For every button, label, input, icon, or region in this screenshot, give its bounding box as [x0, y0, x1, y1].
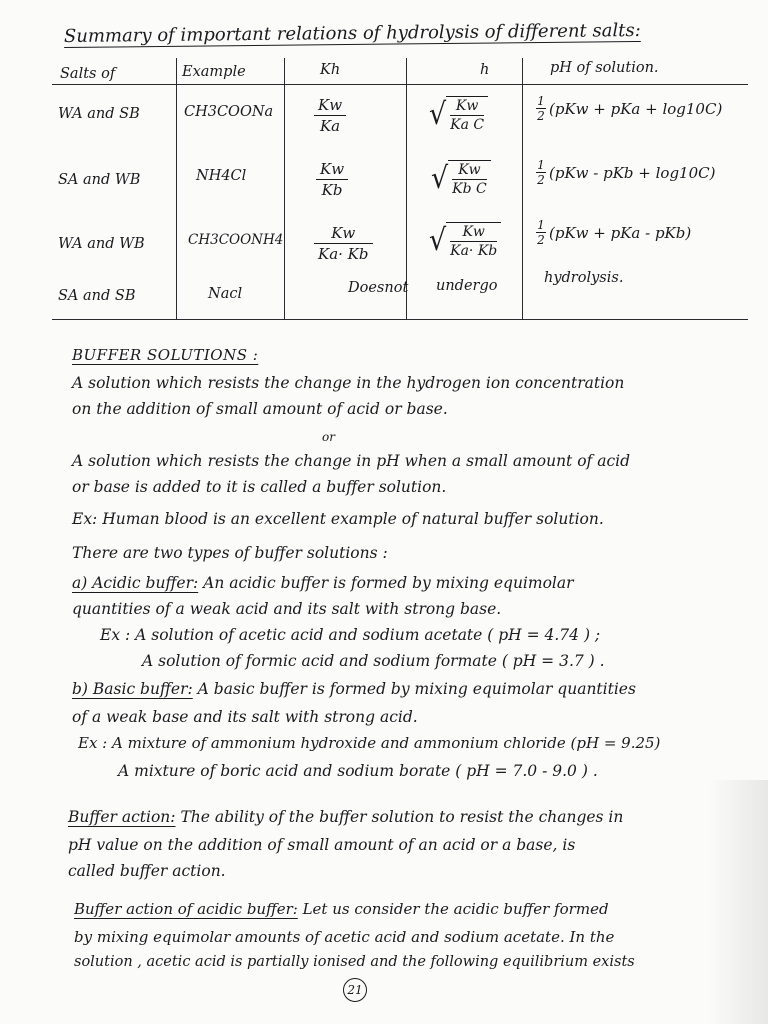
or-label: or: [322, 430, 335, 444]
row2-kh-den: Kb: [321, 181, 343, 199]
row2-ph: [536, 158, 715, 187]
half-fraction: [536, 218, 546, 247]
half-num: 1: [537, 158, 545, 172]
sqrt-icon: √: [430, 160, 449, 196]
fraction-bar: [452, 179, 487, 180]
row4-ph: hydrolysis.: [544, 270, 624, 286]
row1-salt: WA and SB: [58, 106, 140, 122]
row3-example: CH3COONH4: [188, 232, 284, 248]
acidic-action-line: [74, 900, 609, 918]
row2-salt: SA and WB: [58, 172, 141, 188]
row3-h-num: Kw: [462, 224, 485, 240]
buffer-solutions-heading: BUFFER SOLUTIONS :: [72, 346, 259, 364]
row1-h-num: Kw: [455, 98, 479, 114]
buffer-action-text: The ability of the buffer solution to resist the changes in: [175, 808, 624, 826]
table-header-rule: [52, 84, 748, 85]
table-bottom-rule: [52, 319, 748, 320]
header-h: h: [480, 62, 490, 78]
row3-salt: WA and WB: [58, 236, 145, 252]
half-fraction: [536, 158, 546, 187]
page-number: 21: [343, 978, 367, 1002]
example-blood: Ex: Human blood is an excellent example of natural buffer solution.: [72, 510, 604, 528]
acidic-action-text: Let us consider the acidic buffer formed: [297, 900, 609, 918]
row3-kh-num: Kw: [331, 224, 356, 242]
row2-example: NH4Cl: [196, 168, 247, 184]
row1-h-den: Ka C: [450, 117, 485, 133]
header-example: Example: [182, 64, 246, 80]
row3-h-root: [428, 222, 501, 259]
half-den: 2: [537, 233, 545, 247]
buffer-action-line: [68, 808, 623, 826]
basic-buffer-label: b) Basic buffer:: [72, 680, 193, 698]
definition-line-1: A solution which resists the change in the hydrogen ion concentration: [72, 374, 625, 392]
row4-h: undergo: [436, 278, 498, 294]
acidic-example-2: A solution of formic acid and sodium formate ( pH = 3.7 ) .: [142, 652, 605, 670]
acidic-action-line-3: solution , acetic acid is partially ionised and the following equilibrium exists: [74, 954, 635, 970]
row1-kh-fraction: [314, 96, 346, 135]
acidic-action-label: Buffer action of acidic buffer:: [74, 900, 298, 918]
half-num: 1: [537, 94, 545, 108]
half-den: 2: [537, 173, 545, 187]
acidic-action-line-2: by mixing equimolar amounts of acetic acid and sodium acetate. In the: [74, 928, 615, 946]
fraction-bar: [450, 241, 497, 242]
buffer-action-label: Buffer action:: [68, 808, 176, 826]
half-den: 2: [537, 109, 545, 123]
sqrt-icon: √: [428, 222, 447, 258]
row4-example: Nacl: [208, 286, 243, 302]
row3-ph: [536, 218, 691, 247]
row1-ph-expression: (pKw + pKa + log10C): [549, 99, 723, 118]
acidic-buffer-line-2: quantities of a weak acid and its salt with strong base.: [72, 600, 502, 618]
table-column-divider: [284, 58, 285, 320]
page-shadow: [708, 780, 768, 1024]
buffer-action-line-3: called buffer action.: [68, 862, 226, 880]
definition-line-4: or base is added to it is called a buffer solution.: [72, 478, 447, 496]
row2-kh-num: Kw: [320, 160, 345, 178]
half-fraction: [536, 94, 546, 123]
row3-kh-den: Ka· Kb: [318, 245, 369, 263]
acidic-buffer-line: [72, 574, 574, 592]
basic-buffer-text: A basic buffer is formed by mixing equimolar quantities: [192, 680, 636, 698]
row3-ph-expression: (pKw + pKa - pKb): [549, 223, 692, 242]
row1-example: CH3COONa: [184, 104, 274, 120]
sqrt-icon: √: [428, 96, 447, 132]
basic-example-2: A mixture of boric acid and sodium borate ( pH = 7.0 - 9.0 ) .: [118, 762, 598, 780]
row2-h-den: Kb C: [452, 181, 487, 197]
row4-kh: Doesnot: [348, 280, 409, 296]
row1-h-root: [428, 96, 488, 133]
acidic-example-1: Ex : A solution of acetic acid and sodium acetate ( pH = 4.74 ) ;: [100, 626, 601, 644]
page-title: Summary of important relations of hydrolysis of different salts:: [63, 19, 641, 47]
types-intro: There are two types of buffer solutions :: [72, 544, 388, 562]
basic-example-1: Ex : A mixture of ammonium hydroxide and ammonium chloride (pH = 9.25): [78, 734, 661, 752]
header-kh: Kh: [320, 62, 341, 78]
buffer-action-line-2: pH value on the addition of small amount of an acid or a base, is: [68, 836, 576, 854]
row1-kh-den: Ka: [319, 117, 341, 135]
row2-kh-fraction: [316, 160, 348, 199]
row2-h-num: Kw: [458, 162, 481, 178]
basic-buffer-line-2: of a weak base and its salt with strong acid.: [72, 708, 418, 726]
row3-h-den: Ka· Kb: [450, 243, 498, 259]
definition-line-2: on the addition of small amount of acid or base.: [72, 400, 448, 418]
table-column-divider: [522, 58, 523, 320]
row4-salt: SA and SB: [58, 288, 136, 304]
half-num: 1: [537, 218, 545, 232]
row2-ph-expression: (pKw - pKb + log10C): [549, 163, 716, 182]
fraction-bar: [450, 115, 484, 116]
basic-buffer-line: [72, 680, 636, 698]
row1-ph: [536, 94, 722, 123]
row3-kh-fraction: [314, 224, 373, 263]
acidic-buffer-text: An acidic buffer is formed by mixing equimolar: [198, 574, 574, 592]
row1-kh-num: Kw: [318, 96, 343, 114]
table-column-divider: [176, 58, 177, 320]
header-ph: pH of solution.: [550, 60, 659, 76]
hydrolysis-summary-table: [52, 58, 748, 320]
definition-line-3: A solution which resists the change in pH when a small amount of acid: [72, 452, 631, 470]
header-salts: Salts of: [60, 66, 116, 82]
acidic-buffer-label: a) Acidic buffer:: [72, 574, 199, 592]
row2-h-root: [430, 160, 491, 197]
